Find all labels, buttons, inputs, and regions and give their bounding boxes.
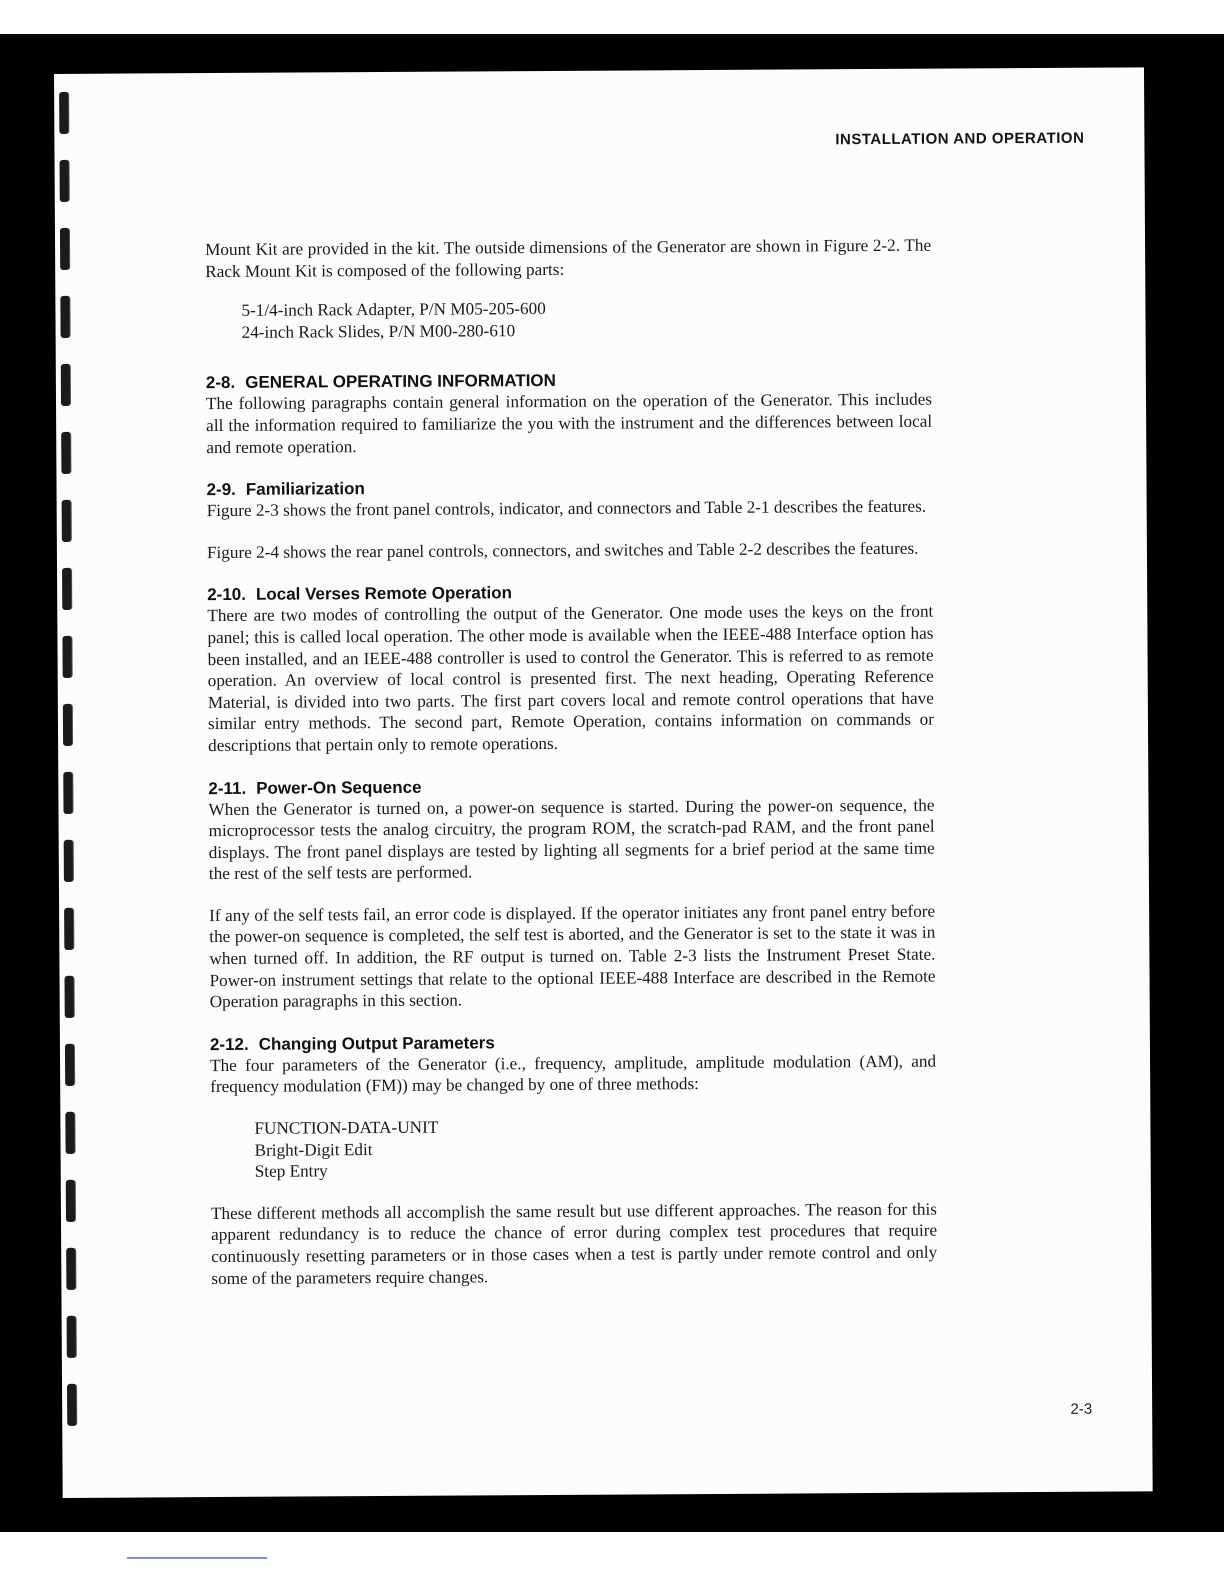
binding-hole <box>63 772 72 814</box>
section-number: 2-11. <box>208 778 247 798</box>
section-title: GENERAL OPERATING INFORMATION <box>245 371 556 393</box>
binding-hole <box>67 1316 76 1358</box>
page-content <box>205 235 937 1290</box>
binding-hole <box>64 908 73 950</box>
running-header: INSTALLATION AND OPERATION <box>835 129 1085 149</box>
binding-hole <box>62 568 71 610</box>
methods-list <box>254 1114 936 1183</box>
parts-list <box>241 296 931 343</box>
binding-hole <box>65 976 74 1018</box>
section-paragraph: The four parameters of the Generator (i.e., frequency, amplitude, amplitude modulation (AM), and frequency modulation (FM)) may be changed by one of three methods: <box>210 1051 937 1097</box>
binding-hole <box>66 1248 75 1290</box>
section-paragraph: When the Generator is turned on, a power-on sequence is started. During the power-on sequence, the microprocessor tests the analog circuitry, the program ROM, the scratch-pad RAM, and the front panel displays. The front panel displays are tested by lighting all segments for a brief period at the same time the rest of the self tests are performed. <box>208 795 935 884</box>
binding-hole <box>62 500 71 542</box>
binding-holes <box>54 74 113 1498</box>
binding-hole <box>60 296 69 338</box>
binding-hole <box>59 92 68 134</box>
section-number: 2-10. <box>207 585 246 605</box>
footer-rule <box>127 1557 267 1559</box>
binding-hole <box>67 1384 76 1426</box>
binding-hole <box>61 432 70 474</box>
section-title: Power-On Sequence <box>256 777 422 798</box>
document-page <box>54 67 1153 1498</box>
section-paragraph: Figure 2-4 shows the rear panel controls, connectors, and switches and Table 2-2 describes the features. <box>206 538 919 562</box>
section-paragraph: The following paragraphs contain general information on the operation of the Generator. This includes all the information required to familiarize the you with the instrument and the differences between local and remote operation. <box>205 390 933 457</box>
section-number: 2-9. <box>206 480 236 500</box>
section-2-9 <box>206 476 932 564</box>
section-paragraph: There are two modes of controlling the output of the Generator. One mode uses the keys on the front panel; this is called local operation. The other mode is available when the IEEE-488 Interface option has been installed, and an IEEE-488 controller is used to control the Generator. This is referred to as remote operation. An overview of local control is presented first. The next heading, Operating Reference Material, is divided into two parts. The first part covers local and remote control operations that have similar entry methods. The second part, Remote Operation, contains information on commands or descriptions that pertain only to remote operations. <box>207 601 935 755</box>
binding-hole <box>61 364 70 406</box>
binding-hole <box>60 160 69 202</box>
section-title: Familiarization <box>245 479 365 499</box>
methods-list-item: FUNCTION-DATA-UNIT <box>254 1117 439 1138</box>
section-paragraph: If any of the self tests fail, an error code is displayed. If the operator initiates any front panel entry before the power-on sequence is completed, the self test is aborted, and the Generator is set to the state it was in when turned off. In addition, the RF output is turned on. Table 2-3 lists the Instrument Preset State. Power-on instrument settings that relate to the optional IEEE-488 Interface are described in the Remote Operation paragraphs in this section. <box>209 901 936 1012</box>
section-number: 2-12. <box>209 1034 249 1054</box>
binding-hole <box>65 1044 74 1086</box>
section-2-11 <box>208 774 935 1013</box>
binding-hole <box>60 228 69 270</box>
intro-paragraph: Mount Kit are provided in the kit. The outside dimensions of the Generator are shown in Figure 2-2. The Rack Mount Kit is composed of the following parts: <box>205 235 932 281</box>
section-number: 2-8. <box>205 373 236 393</box>
section-title: Changing Output Parameters <box>258 1033 495 1054</box>
parts-list-item: 5-1/4-inch Rack Adapter, P/N M05-205-600 <box>241 299 546 321</box>
section-2-8 <box>206 369 933 458</box>
binding-hole <box>65 1112 74 1154</box>
section-2-12 <box>210 1030 938 1289</box>
section-title: Local Verses Remote Operation <box>255 583 513 605</box>
section-2-10 <box>207 581 934 757</box>
binding-hole <box>64 840 73 882</box>
binding-hole <box>66 1180 75 1222</box>
page-number: 2-3 <box>1070 1400 1093 1418</box>
section-paragraph: Figure 2-3 shows the front panel controls, indicator, and connectors and Table 2-1 describes the features. <box>206 496 927 521</box>
methods-list-item: Bright-Digit Edit <box>254 1139 373 1160</box>
methods-list-item: Step Entry <box>254 1161 328 1182</box>
binding-hole <box>62 636 71 678</box>
parts-list-item: 24-inch Rack Slides, P/N M00-280-610 <box>241 320 516 342</box>
binding-hole <box>63 704 72 746</box>
section-paragraph: These different methods all accomplish the same result but use different approaches. The reason for this apparent redundancy is to reduce the chance of error during complex test procedures that require continuously resetting parameters or in those cases when a test is partly under remote control and only some of the parameters require changes. <box>210 1199 938 1288</box>
